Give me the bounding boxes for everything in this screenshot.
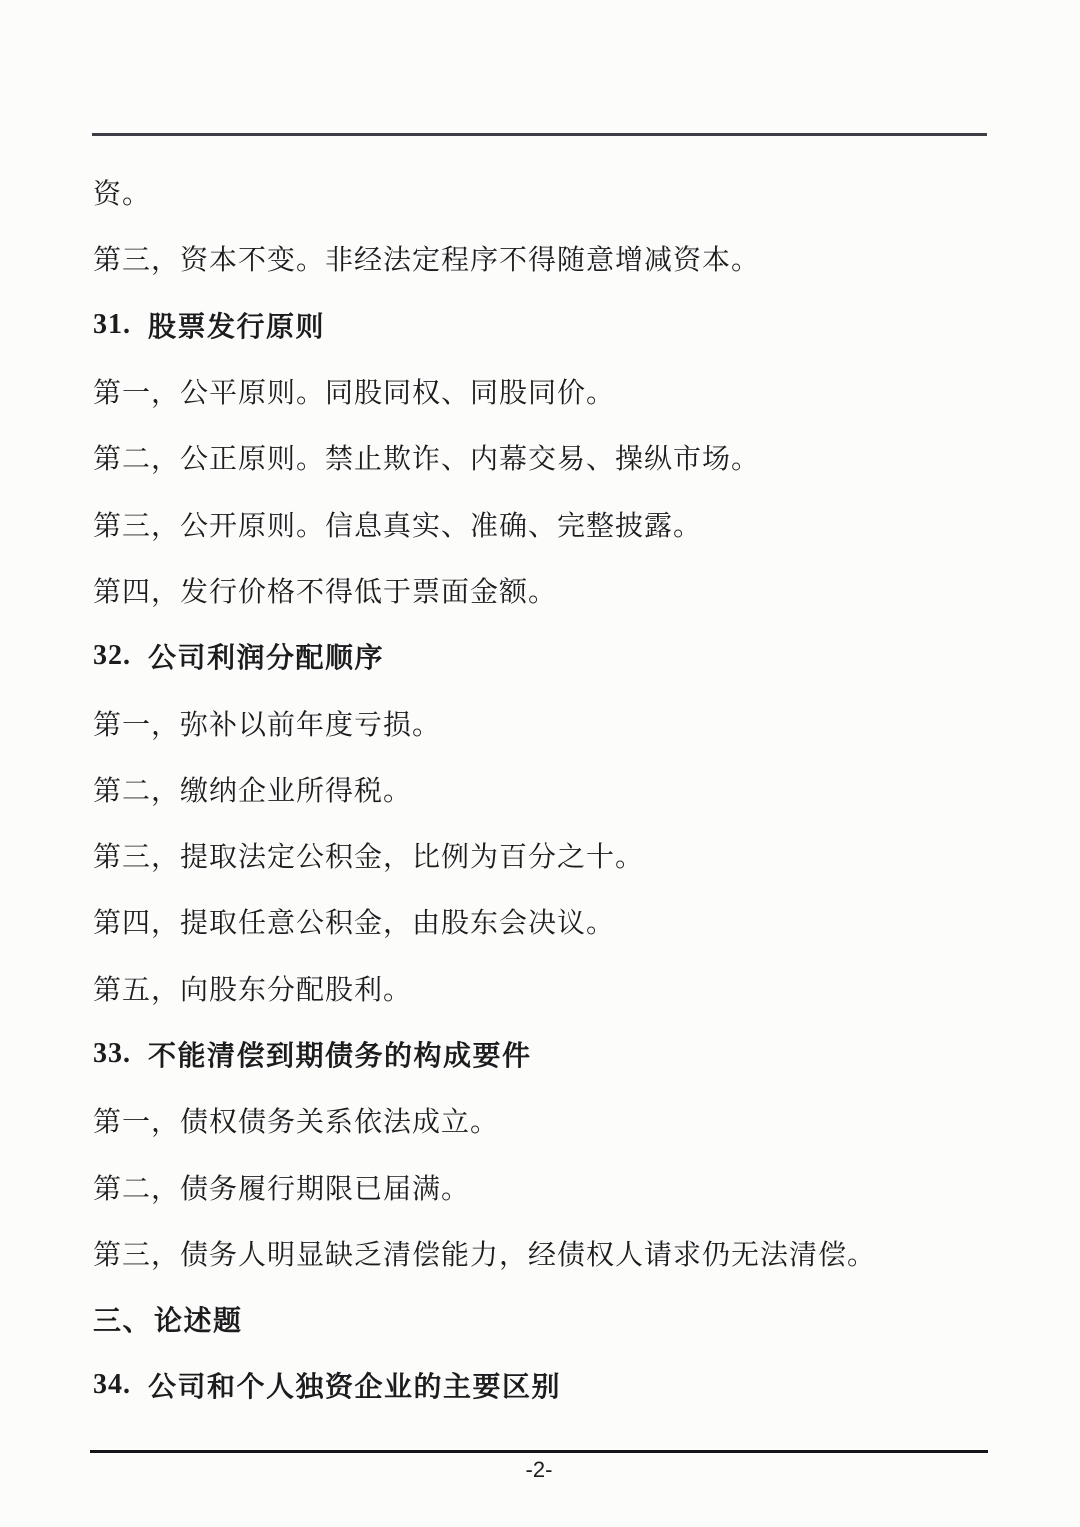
heading-number: 31. [93,308,131,340]
paragraph-line [93,689,1023,755]
bottom-rule [90,1450,988,1453]
paragraph-text: 第四，提取任意公积金，由股东会决议。 [93,908,616,940]
paragraph-text: 第二，缴纳企业所得税。 [93,775,413,807]
paragraph-line [93,159,1023,225]
top-rule [92,133,987,136]
heading-text: 论述题 [154,1305,243,1337]
heading-number: 32. [93,640,131,672]
paragraph-line [93,822,1023,888]
heading-text: 公司利润分配顺序 [148,642,385,674]
paragraph-line [93,225,1023,291]
heading-number: 34. [93,1369,131,1401]
heading-text: 不能清偿到期债务的构成要件 [148,1040,532,1071]
paragraph-line [93,1153,1023,1219]
paragraph-text: 第四，发行价格不得低于票面金额。 [93,576,558,608]
paragraph-text: 第三，公开原则。信息真实、准确、完整披露。 [93,510,703,542]
section-heading-33 [93,1021,1023,1087]
paragraph-text: 第二，债务履行期限已届满。 [93,1173,471,1205]
heading-text: 股票发行原则 [148,310,326,342]
document-content [93,159,1023,1419]
page-number: -2- [525,1457,553,1482]
paragraph-text: 第三，资本不变。非经法定程序不得随意增减资本。 [93,245,761,277]
paragraph-text: 第一，债权债务关系依法成立。 [93,1107,500,1139]
paragraph-text: 第三，债务人明显缺乏清偿能力，经债权人请求仍无法清偿。 [93,1239,877,1271]
paragraph-line [93,1220,1023,1286]
paragraph-text: 第一，公平原则。同股同权、同股同价。 [93,378,616,410]
paragraph-line [93,490,1023,556]
paragraph-text: 第二，公正原则。禁止欺诈、内幕交易、操纵市场。 [93,444,761,476]
paragraph-line [93,557,1023,623]
paragraph-text: 资。 [93,179,152,211]
paragraph-text: 第一，弥补以前年度亏损。 [93,709,442,741]
paragraph-line [93,888,1023,954]
section-heading-essay [93,1286,1023,1352]
paragraph-text: 第五，向股东分配股利。 [93,974,413,1006]
heading-number: 三、 [93,1305,153,1337]
section-heading-31 [93,292,1023,358]
paragraph-line [93,358,1023,424]
paragraph-line [93,955,1023,1021]
paragraph-line [93,424,1023,490]
paragraph-line [93,756,1023,822]
paragraph-line [93,1087,1023,1153]
paragraph-text: 第三，提取法定公积金，比例为百分之十。 [93,842,645,874]
heading-text: 公司和个人独资企业的主要区别 [148,1371,562,1403]
section-heading-34 [93,1352,1023,1418]
heading-number: 33. [93,1038,131,1069]
section-heading-32 [93,623,1023,689]
